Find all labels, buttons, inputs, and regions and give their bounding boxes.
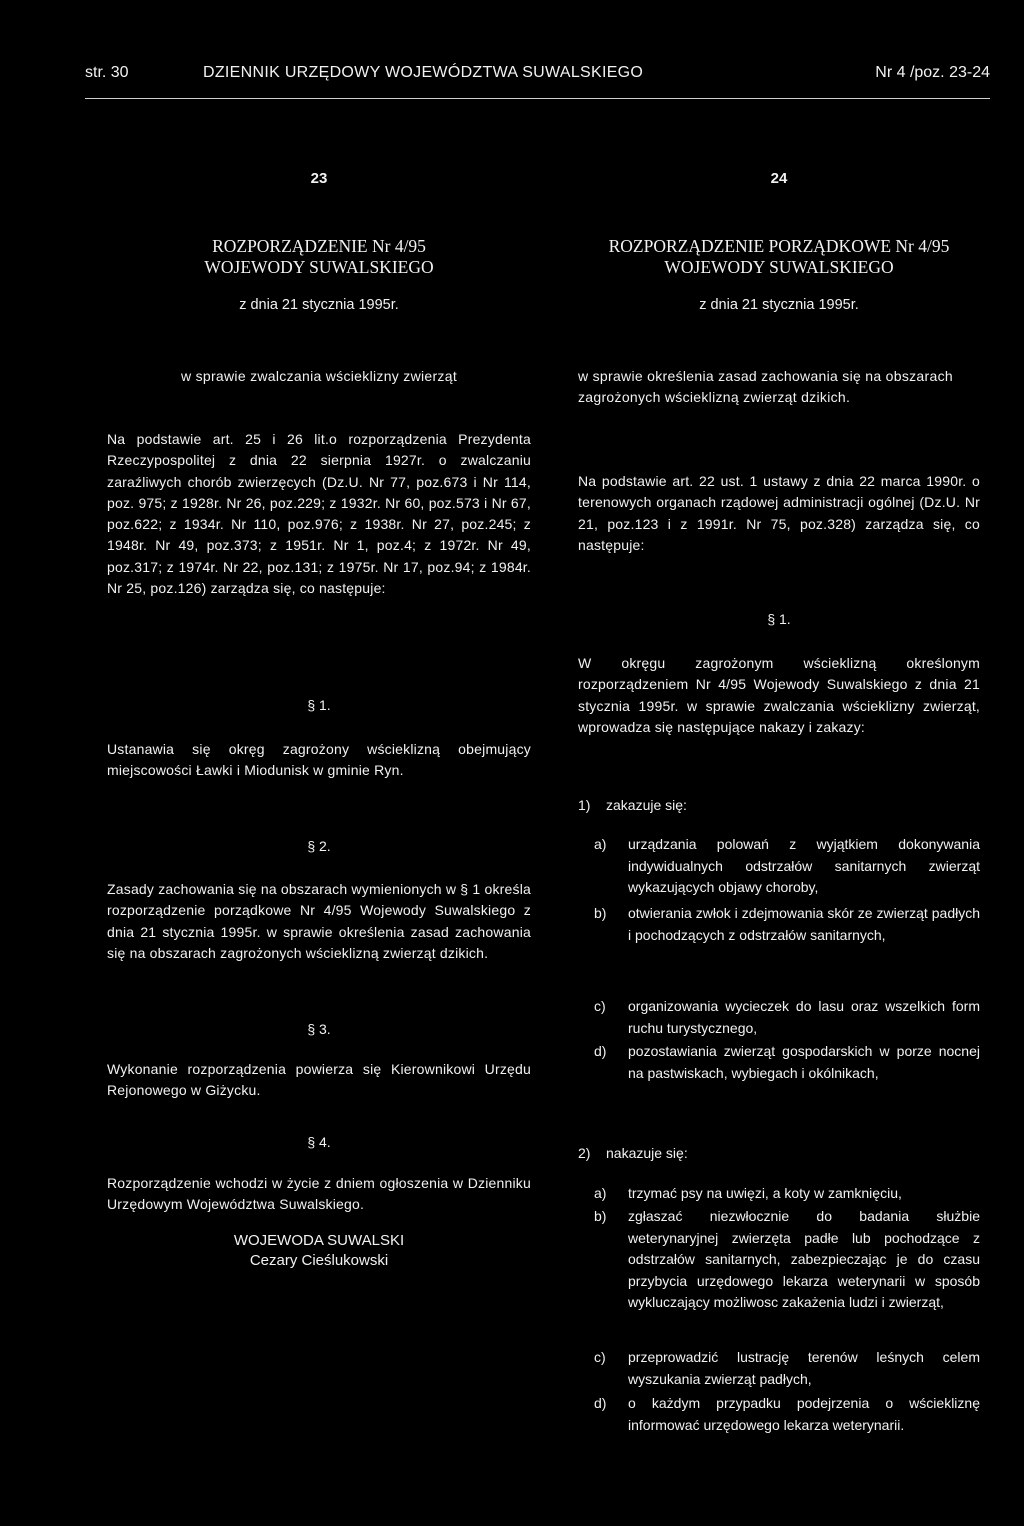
item-mark: 1) <box>578 797 591 813</box>
sub-item-mark: d) <box>594 1395 607 1411</box>
section-text: Zasady zachowania się na obszarach wymienionych w § 1 określa rozporządzenie porządkowe Nr 4/95 Wojewody Suwalskiego z dnia 21 stycznia 1995r. w sprawie określenia zasad zachowania się na obszarach zagrożonych wścieklizną zwierząt dzikich. <box>107 881 531 961</box>
sub-item <box>594 1393 980 1436</box>
section-mark: § 1. <box>767 611 791 627</box>
act-title-line1: ROZPORZĄDZENIE PORZĄDKOWE Nr 4/95 <box>608 236 950 256</box>
act-date: z dnia 21 stycznia 1995r. <box>699 297 859 313</box>
section-mark: § 1. <box>307 697 331 713</box>
act-number: 24 <box>770 170 788 187</box>
act-title-line2: WOJEWODY SUWALSKIEGO <box>664 257 894 277</box>
sub-item <box>594 834 980 899</box>
act-date: z dnia 21 stycznia 1995r. <box>239 297 399 313</box>
act-subject: w sprawie określenia zasad zachowania się na obszarach zagrożonych wścieklizną zwierząt dzikich. <box>578 368 953 405</box>
sub-item-text: zgłaszać niezwłocznie do badania służbie weterynaryjnej zwierzęta padłe lub pochodzące z odstrzałów sanitarnych, zabezpieczając je do czasu przybycia urzędowego lekarza weterynarii w sposób wykluczający możliwosc zakażenia ludzi i zwierząt, <box>628 1208 980 1310</box>
sub-item-text: urządzania polowań z wyjątkiem dokonywania indywidualnych odstrzałów sanitarnych zwierząt wykazujących objawy choroby, <box>628 836 980 895</box>
section-text: Wykonanie rozporządzenia powierza się Kierownikowi Urzędu Rejonowego w Giżycku. <box>107 1061 531 1099</box>
preamble: Na podstawie art. 22 ust. 1 ustawy z dnia 22 marca 1990r. o terenowych organach rządowej administracji ogólnej (Dz.U. Nr 21, poz.123 i z 1991r. Nr 75, poz.328) zarządza się, co następuje: <box>578 473 980 553</box>
sub-item-mark: d) <box>594 1043 607 1059</box>
sub-item-text: trzymać psy na uwięzi, a koty w zamknięciu, <box>628 1185 902 1201</box>
signature <box>107 1231 531 1271</box>
section-text: W okręgu zagrożonym wścieklizną określonym rozporządzeniem Nr 4/95 Wojewody Suwalskiego z dnia 21 stycznia 1995r. w sprawie zwalczania wścieklizny zwierząt, wprowadza się następujące nakazy i zakazy: <box>578 655 980 735</box>
section-mark: § 4. <box>307 1134 331 1150</box>
page-number: str. 30 <box>85 64 129 81</box>
sub-item <box>594 996 980 1039</box>
preamble: Na podstawie art. 25 i 26 lit.o rozporządzenia Prezydenta Rzeczypospolitej z dnia 22 sierpnia 1927r. o zwalczaniu zaraźliwych chorób zwierzęcych (Dz.U. Nr 77, poz.673 i Nr 114, poz. 975; z 1928r. Nr 26, poz.229; z 1932r. Nr 60, poz.573 i Nr 67, poz.622; z 1934r. Nr 110, poz.976; z 1938r. Nr 27, poz.245; z 1948r. Nr 49, poz.373; z 1951r. Nr 1, poz.4; z 1972r. Nr 49, poz.317; z 1974r. Nr 22, poz.131; z 1975r. Nr 17, poz.94; z 1984r. Nr 25, poz.126) zarządza się, co następuje: <box>107 431 531 597</box>
item-text: nakazuje się: <box>606 1145 688 1161</box>
sub-item-text: otwierania zwłok i zdejmowania skór ze zwierząt padłych i pochodzących z odstrzałów sanitarnych, <box>628 905 980 943</box>
sub-item-mark: c) <box>594 998 606 1014</box>
sub-item-text: przeprowadzić lustrację terenów leśnych celem wyszukania zwierząt padłych, <box>628 1349 980 1387</box>
act-title-line1: ROZPORZĄDZENIE Nr 4/95 <box>212 236 426 256</box>
sub-item-mark: b) <box>594 1208 607 1224</box>
list-item <box>578 1143 980 1165</box>
running-header <box>85 64 990 88</box>
sub-item <box>594 1183 980 1205</box>
sub-item-text: o każdym przypadku podejrzenia o wściekliznę informować urzędowego lekarza weterynarii. <box>628 1395 980 1433</box>
sub-item-text: organizowania wycieczek do lasu oraz wszelkich form ruchu turystycznego, <box>628 998 980 1036</box>
header-rule <box>85 98 990 99</box>
section-text: Ustanawia się okręg zagrożony wścieklizną obejmujący miejscowości Ławki i Miodunisk w gminie Ryn. <box>107 741 531 779</box>
journal-title: DZIENNIK URZĘDOWY WOJEWÓDZTWA SUWALSKIEGO <box>203 64 644 81</box>
act-title <box>107 236 531 278</box>
item-text: zakazuje się: <box>606 797 687 813</box>
section-mark: § 3. <box>307 1021 331 1037</box>
sub-item-mark: b) <box>594 905 607 921</box>
sub-item <box>594 1041 980 1084</box>
sub-item-text: pozostawiania zwierząt gospodarskich w porze nocnej na pastwiskach, wybiegach i okólnikach, <box>628 1043 980 1081</box>
sub-item-mark: a) <box>594 836 607 852</box>
sub-item <box>594 1206 980 1314</box>
item-mark: 2) <box>578 1145 591 1161</box>
sub-item <box>594 903 980 946</box>
issue-number: Nr 4 /poz. 23-24 <box>875 64 990 81</box>
sub-item-mark: c) <box>594 1349 606 1365</box>
sub-item-mark: a) <box>594 1185 607 1201</box>
act-title-line2: WOJEWODY SUWALSKIEGO <box>204 257 434 277</box>
section-text: Rozporządzenie wchodzi w życie z dniem ogłoszenia w Dzienniku Urzędowym Województwa Suwalskiego. <box>107 1175 531 1213</box>
act-subject: w sprawie zwalczania wścieklizny zwierząt <box>180 368 458 384</box>
signature-title: WOJEWODA SUWALSKI <box>233 1232 405 1249</box>
list-item <box>578 795 980 817</box>
sub-item <box>594 1347 980 1390</box>
section-mark: § 2. <box>307 838 331 854</box>
act-number: 23 <box>310 170 328 187</box>
act-title <box>578 236 980 278</box>
signature-name: Cezary Cieślukowski <box>249 1252 389 1269</box>
